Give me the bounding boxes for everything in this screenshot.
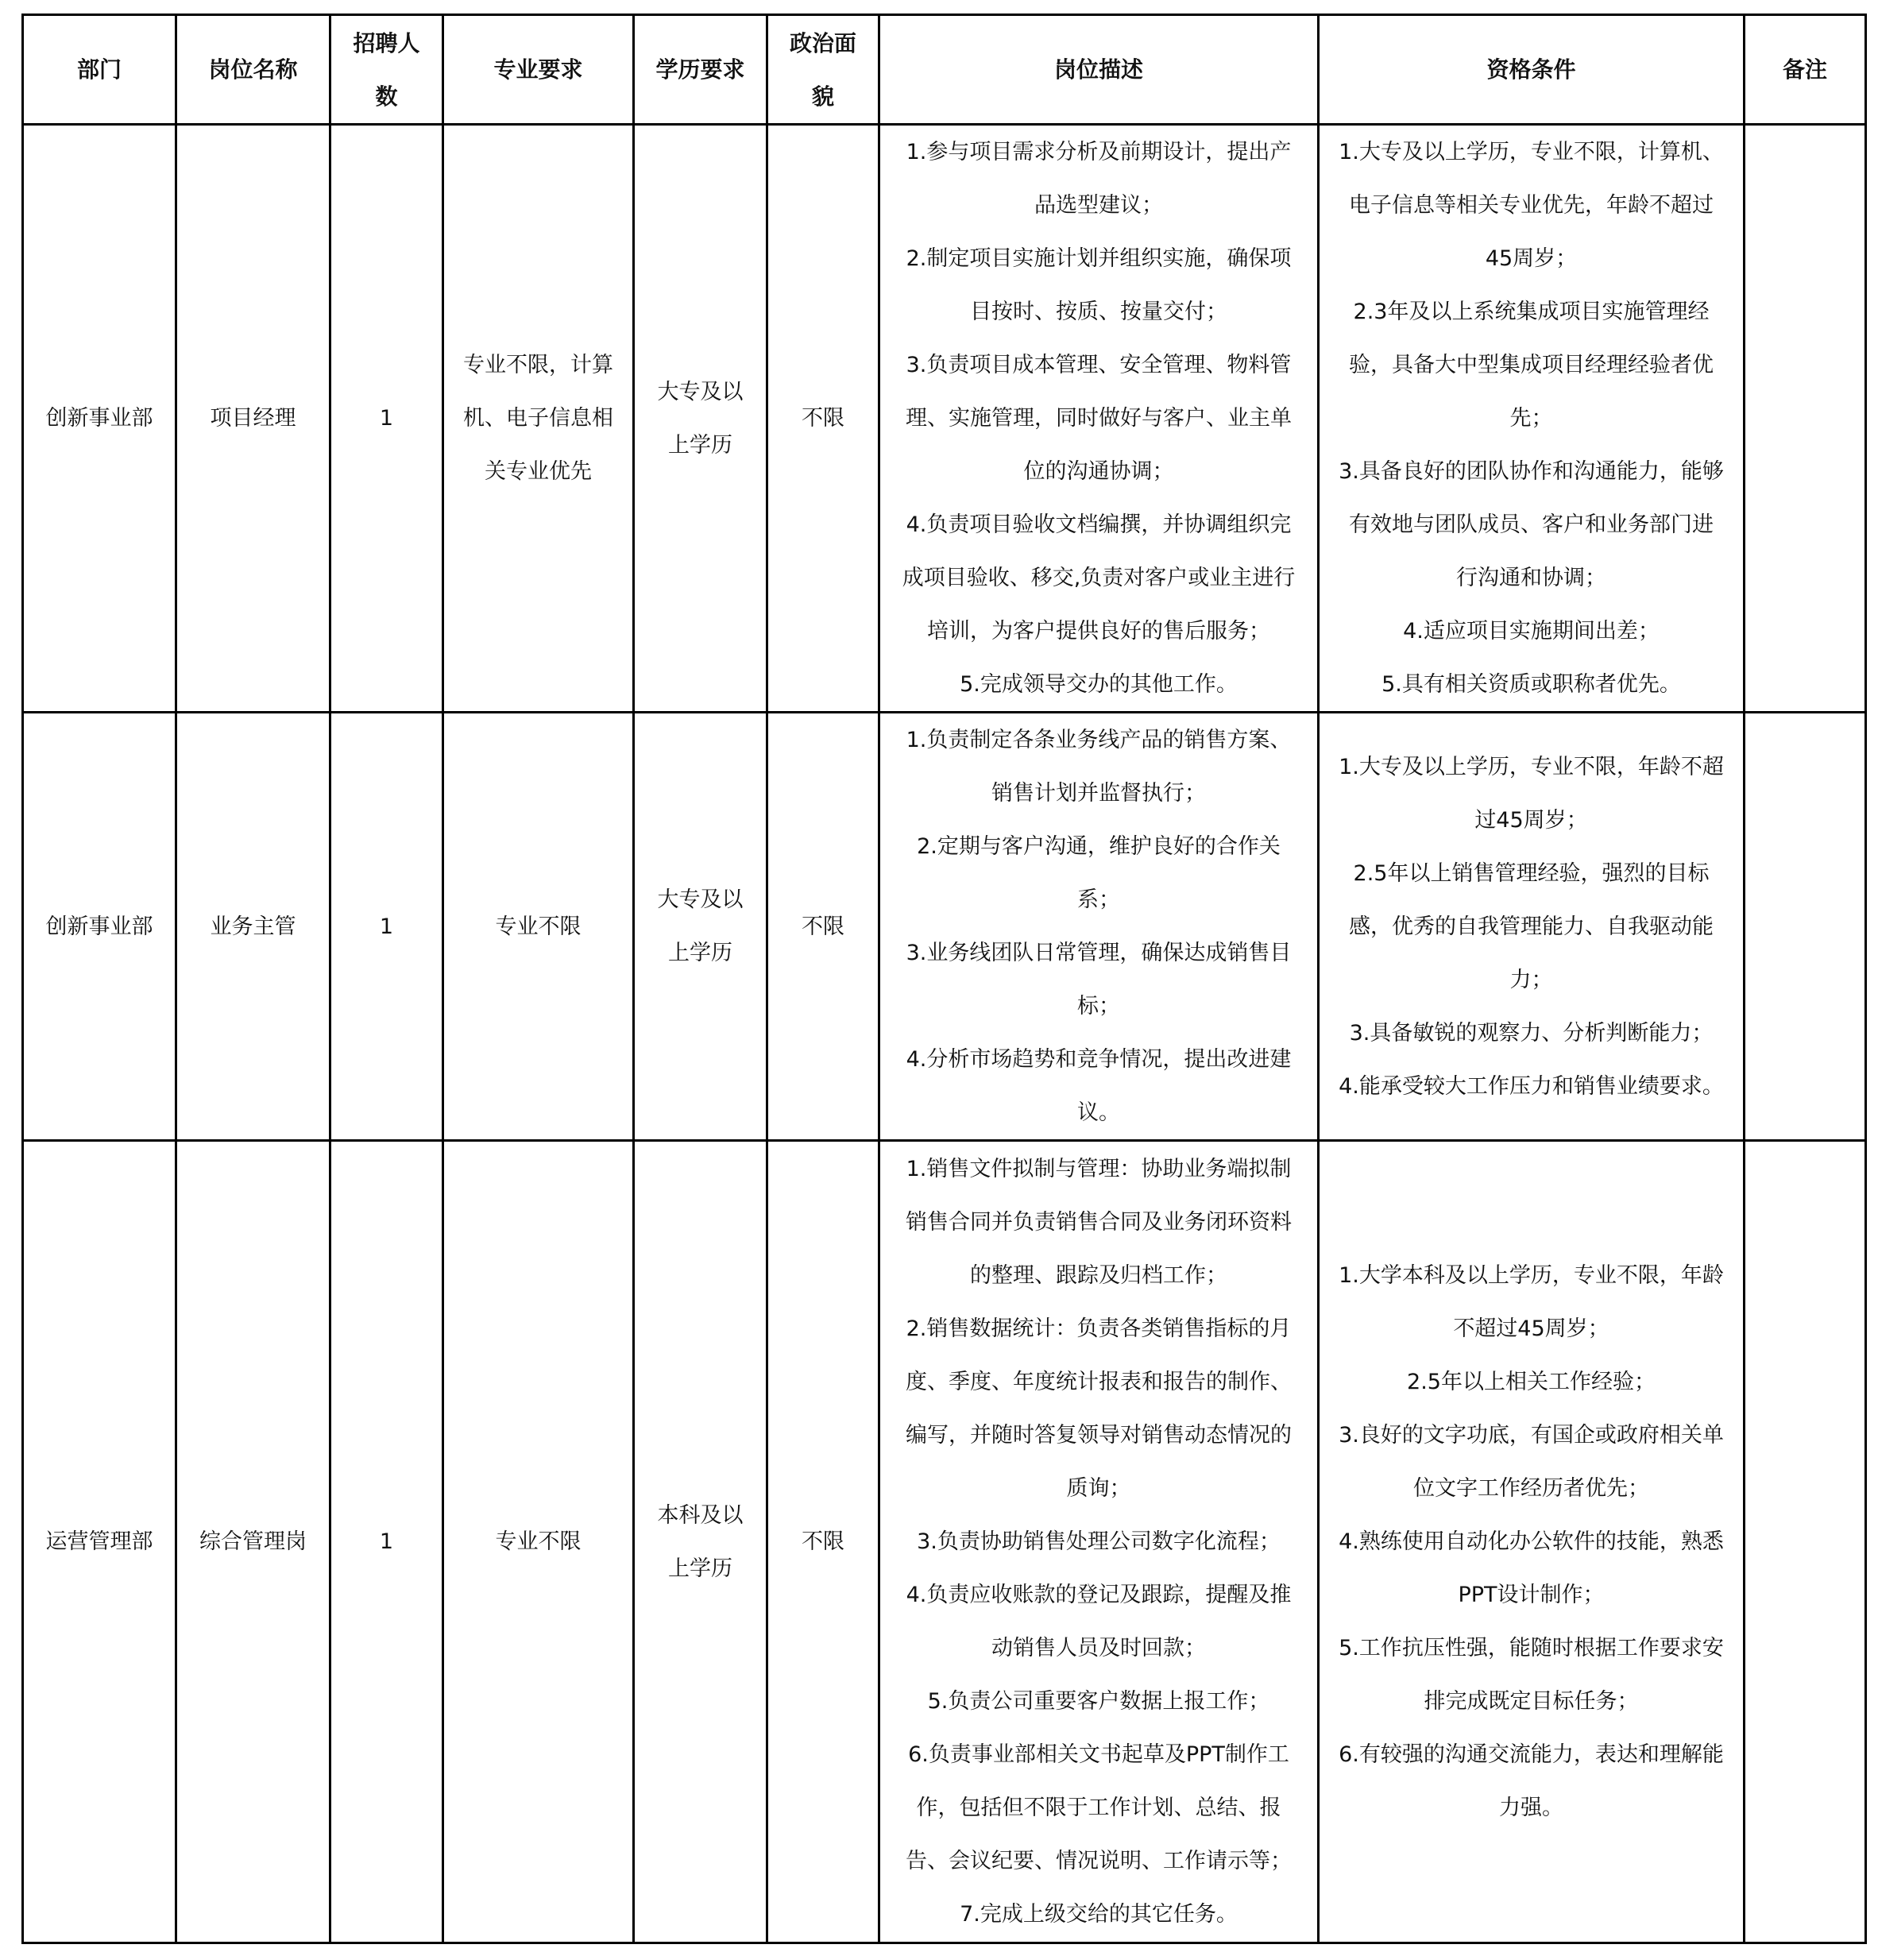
cell-political: 不限	[767, 713, 879, 1141]
cell-description	[879, 713, 1319, 1141]
text-line: 专业不限，计算	[463, 353, 613, 377]
text-line: 感，优秀的自我管理能力、自我驱动能	[1349, 914, 1714, 939]
text-line: 3.业务线团队日常管理，确保达成销售目	[906, 941, 1292, 965]
text-line: 质询；	[1066, 1476, 1131, 1501]
text-line: 4.适应项目实施期间出差；	[1403, 619, 1660, 644]
cell-political: 不限	[767, 125, 879, 713]
text-line: 3.具备良好的团队协作和沟通能力，能够	[1339, 459, 1724, 484]
header-major: 专业要求	[443, 15, 634, 125]
cell-department: 创新事业部	[23, 713, 176, 1141]
cell-major	[443, 713, 634, 1141]
text-line: 1.负责制定各条业务线产品的销售方案、	[906, 728, 1292, 752]
text-line: 先；	[1509, 406, 1553, 431]
text-line: 的整理、跟踪及归档工作；	[970, 1263, 1227, 1288]
header-political-line: 貌	[811, 83, 834, 110]
text-line: 6.有较强的沟通交流能力，表达和理解能	[1339, 1742, 1724, 1767]
text-line: 销售计划并监督执行；	[991, 781, 1206, 806]
text-line: 大专及以	[657, 887, 744, 912]
header-position: 岗位名称	[176, 15, 330, 125]
text-line: 目按时、按质、按量交付；	[970, 300, 1227, 324]
text-line: 1.大学本科及以上学历，专业不限，年龄	[1339, 1263, 1724, 1288]
text-line: 1.大专及以上学历，专业不限，计算机、	[1339, 140, 1724, 164]
text-line: 大专及以	[657, 379, 744, 404]
cell-description	[879, 125, 1319, 713]
text-line: 专业不限	[495, 914, 582, 939]
header-education: 学历要求	[634, 15, 767, 125]
text-line: PPT设计制作；	[1458, 1583, 1605, 1607]
text-line: 位的沟通协调；	[1023, 459, 1174, 484]
text-line: 4.能承受较大工作压力和销售业绩要求。	[1339, 1073, 1724, 1099]
text-line: 位文字工作经历者优先；	[1413, 1476, 1649, 1501]
text-line: 告、会议纪要、情况说明、工作请示等；	[906, 1849, 1292, 1873]
header-headcount	[330, 15, 443, 125]
table-row	[23, 125, 1866, 713]
cell-education	[634, 125, 767, 713]
text-line: 6.负责事业部相关文书起草及PPT制作工	[908, 1742, 1289, 1767]
text-line: 系；	[1077, 887, 1120, 912]
text-line: 理、实施管理，同时做好与客户、业主单	[906, 406, 1292, 431]
header-headcount-line: 数	[375, 83, 398, 110]
text-line: 作，包括但不限于工作计划、总结、报	[916, 1796, 1281, 1820]
text-line: 5.完成领导交办的其他工作。	[960, 672, 1238, 697]
recruitment-table	[21, 14, 1867, 1944]
text-line: 销售合同并负责销售合同及业务闭环资料	[906, 1210, 1292, 1235]
text-line: 有效地与团队成员、客户和业务部门进	[1349, 512, 1714, 537]
text-line: 3.良好的文字功底，有国企或政府相关单	[1339, 1423, 1724, 1448]
text-line: 2.5年以上相关工作经验；	[1407, 1370, 1656, 1394]
text-line: 4.负责应收账款的登记及跟踪，提醒及推	[906, 1583, 1292, 1607]
cell-headcount: 1	[330, 713, 443, 1141]
text-line: 专业不限	[495, 1529, 582, 1554]
text-line: 议。	[1077, 1100, 1120, 1125]
text-line: 力；	[1509, 967, 1553, 992]
text-line: 2.定期与客户沟通，维护良好的合作关	[917, 834, 1281, 859]
cell-remarks	[1745, 125, 1866, 713]
text-line: 本科及以	[657, 1502, 744, 1528]
cell-education	[634, 713, 767, 1141]
table-row	[23, 713, 1866, 1141]
cell-major	[443, 125, 634, 713]
cell-remarks	[1745, 1141, 1866, 1943]
cell-department: 创新事业部	[23, 125, 176, 713]
text-line: 动销售人员及时回款；	[991, 1636, 1206, 1660]
text-line: 培训，为客户提供良好的售后服务；	[927, 619, 1270, 644]
cell-remarks	[1745, 713, 1866, 1141]
cell-qualifications	[1319, 713, 1745, 1141]
text-line: 4.负责项目验收文档编撰，并协调组织完	[906, 512, 1292, 537]
text-line: 4.熟练使用自动化办公软件的技能，熟悉	[1339, 1529, 1724, 1554]
text-line: 1.大专及以上学历，专业不限，年龄不超	[1339, 754, 1724, 779]
header-description: 岗位描述	[879, 15, 1319, 125]
header-department: 部门	[23, 15, 176, 125]
text-line: 电子信息等相关专业优先，年龄不超过	[1349, 193, 1714, 218]
text-line: 2.5年以上销售管理经验，强烈的目标	[1353, 860, 1710, 886]
cell-position: 业务主管	[176, 713, 330, 1141]
cell-qualifications	[1319, 1141, 1745, 1943]
cell-major	[443, 1141, 634, 1943]
cell-qualifications	[1319, 125, 1745, 713]
text-line: 7.完成上级交给的其它任务。	[960, 1902, 1238, 1927]
text-line: 5.具有相关资质或职称者优先。	[1381, 672, 1681, 697]
text-line: 标；	[1077, 994, 1120, 1019]
text-line: 3.负责协助销售处理公司数字化流程；	[917, 1529, 1281, 1554]
cell-description	[879, 1141, 1319, 1943]
text-line: 验，具备大中型集成项目经理经验者优	[1349, 353, 1714, 377]
cell-department: 运营管理部	[23, 1141, 176, 1943]
header-political-line: 政治面	[789, 29, 856, 56]
text-line: 上学历	[668, 432, 732, 458]
text-line: 力强。	[1499, 1796, 1563, 1820]
text-line: 排完成既定目标任务；	[1424, 1689, 1639, 1714]
text-line: 上学历	[668, 1556, 732, 1581]
text-line: 3.具备敏锐的观察力、分析判断能力；	[1349, 1020, 1714, 1046]
header-remarks: 备注	[1745, 15, 1866, 125]
text-line: 成项目验收、移交,负责对客户或业主进行	[902, 566, 1296, 590]
text-line: 不超过45周岁；	[1453, 1316, 1609, 1341]
text-line: 度、季度、年度统计报表和报告的制作、	[906, 1370, 1292, 1394]
text-line: 3.负责项目成本管理、安全管理、物料管	[906, 353, 1292, 377]
cell-position: 综合管理岗	[176, 1141, 330, 1943]
header-qualifications: 资格条件	[1319, 15, 1745, 125]
header-headcount-line: 招聘人	[353, 29, 420, 56]
cell-political: 不限	[767, 1141, 879, 1943]
text-line: 1.参与项目需求分析及前期设计，提出产	[906, 140, 1292, 164]
header-row	[23, 15, 1866, 125]
text-line: 2.3年及以上系统集成项目实施管理经	[1353, 300, 1710, 324]
header-political	[767, 15, 879, 125]
text-line: 5.负责公司重要客户数据上报工作；	[927, 1689, 1270, 1714]
cell-headcount: 1	[330, 1141, 443, 1943]
cell-headcount: 1	[330, 125, 443, 713]
text-line: 4.分析市场趋势和竞争情况，提出改进建	[906, 1047, 1292, 1072]
cell-education	[634, 1141, 767, 1943]
text-line: 关专业优先	[485, 459, 592, 484]
text-line: 品选型建议；	[1034, 193, 1163, 218]
text-line: 2.销售数据统计：负责各类销售指标的月	[906, 1316, 1292, 1341]
text-line: 编写，并随时答复领导对销售动态情况的	[906, 1423, 1292, 1448]
text-line: 45周岁；	[1485, 246, 1578, 271]
text-line: 上学历	[668, 941, 732, 965]
cell-position: 项目经理	[176, 125, 330, 713]
text-line: 5.工作抗压性强，能随时根据工作要求安	[1339, 1636, 1724, 1660]
text-line: 机、电子信息相	[463, 406, 613, 431]
text-line: 2.制定项目实施计划并组织实施，确保项	[906, 246, 1292, 271]
text-line: 行沟通和协调；	[1456, 566, 1606, 590]
text-line: 过45周岁；	[1474, 807, 1588, 833]
table-row	[23, 1141, 1866, 1943]
text-line: 1.销售文件拟制与管理：协助业务端拟制	[906, 1157, 1292, 1181]
